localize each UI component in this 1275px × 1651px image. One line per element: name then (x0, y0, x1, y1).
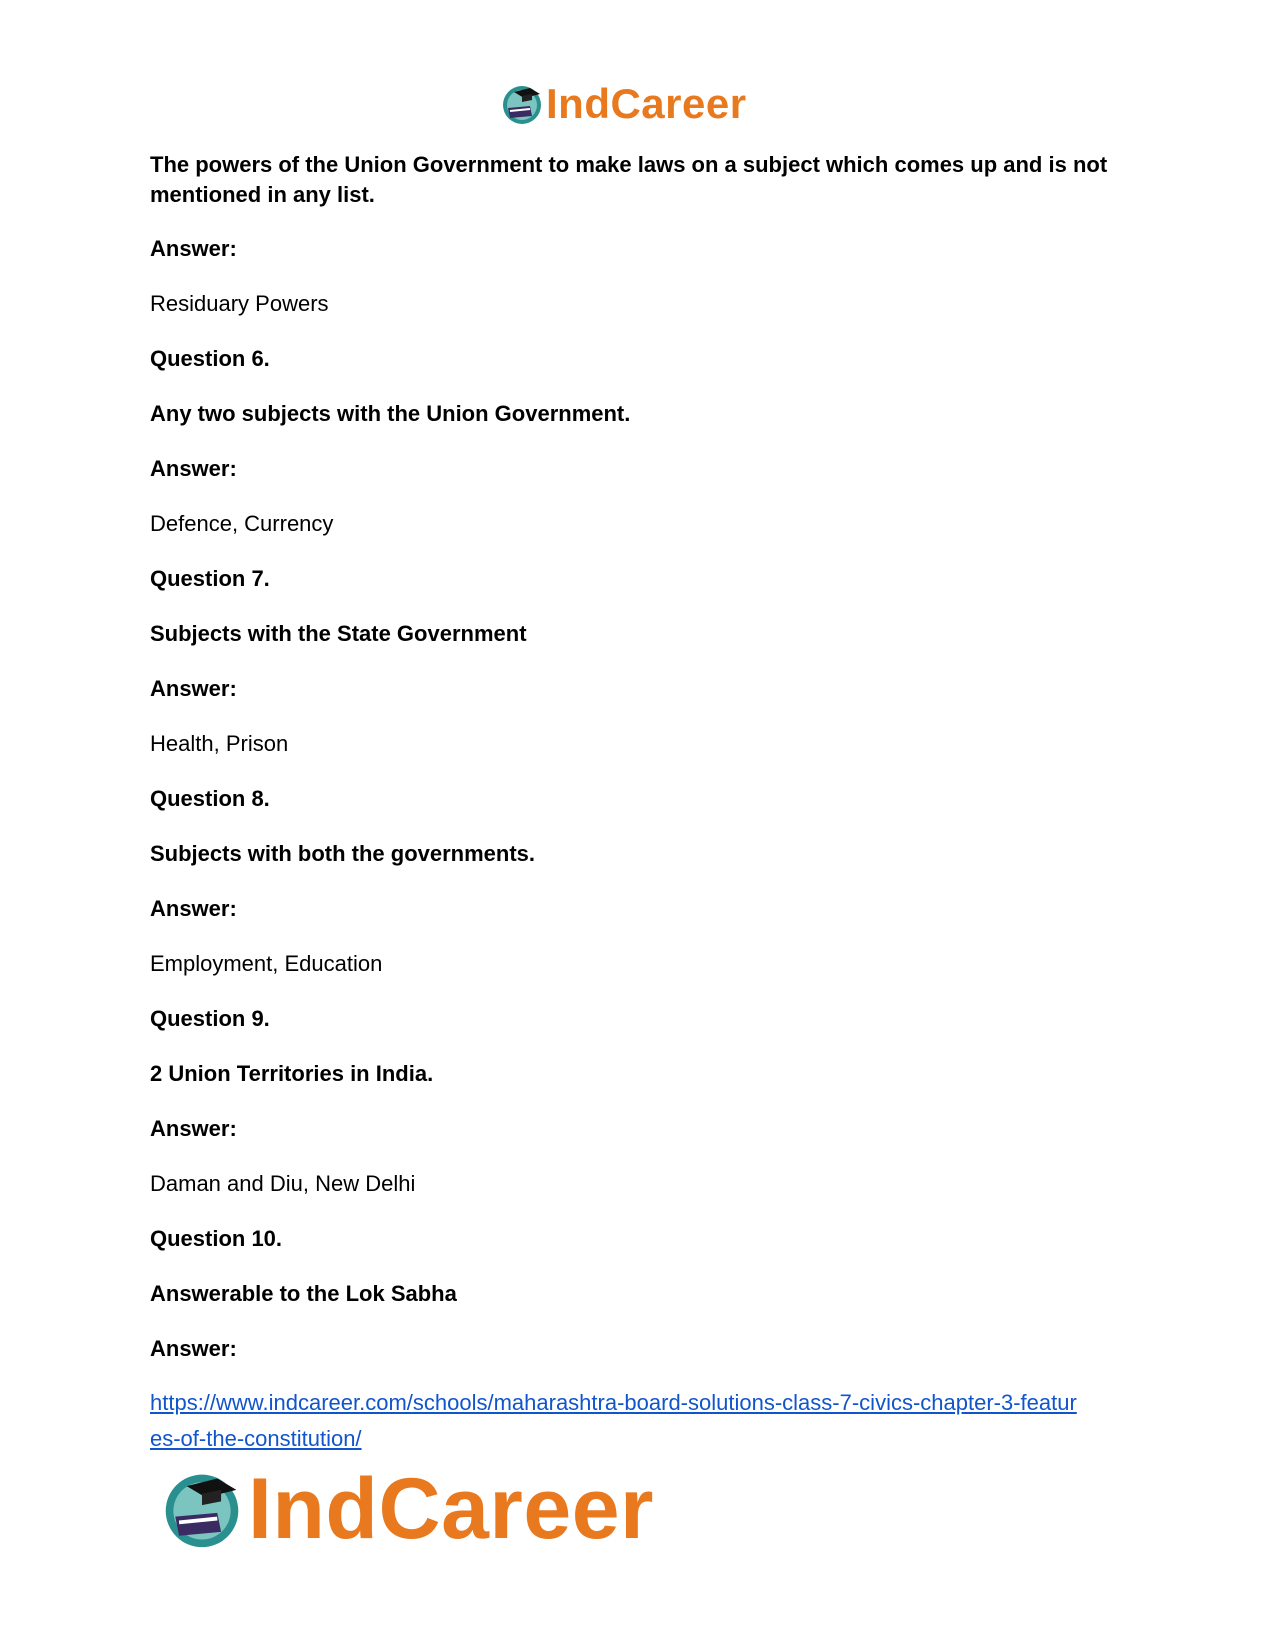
question: 2 Union Territories in India. (150, 1061, 434, 1086)
question: Answerable to the Lok Sabha (150, 1281, 457, 1306)
answer-label: Answer: (150, 236, 237, 261)
question: Subjects with both the governments. (150, 841, 536, 866)
question: Any two subjects with the Union Government. (150, 401, 631, 426)
indcareer-logo-bottom (160, 1460, 654, 1557)
answer: Residuary Powers (150, 291, 329, 316)
answer-label: Answer: (150, 676, 237, 701)
question-number: Question 9. (150, 1006, 270, 1031)
source-link-line2: es-of-the-constitution/ (150, 1426, 362, 1451)
answer: Daman and Diu, New Delhi (150, 1171, 416, 1196)
intro-question: The powers of the Union Government to make laws on a subject which comes up and is not mentioned in any list. (150, 152, 1108, 207)
answer: Health, Prison (150, 731, 289, 756)
indcareer-logo-top (500, 80, 747, 128)
answer: Defence, Currency (150, 511, 334, 536)
source-link[interactable] (150, 1385, 1125, 1457)
question: Subjects with the State Government (150, 621, 527, 646)
source-link-line1: https://www.indcareer.com/schools/maharashtra-board-solutions-class-7-civics-chapter-3-featur (150, 1390, 1077, 1415)
question-number: Question 10. (150, 1226, 283, 1251)
answer-label: Answer: (150, 456, 237, 481)
logo-wordmark: IndCareer (546, 80, 747, 127)
question-number: Question 7. (150, 566, 270, 591)
graduation-cap-globe-icon (500, 82, 544, 126)
answer: Employment, Education (150, 951, 383, 976)
question-number: Question 8. (150, 786, 270, 811)
logo-wordmark: IndCareer (248, 1460, 654, 1557)
answer-label: Answer: (150, 1116, 237, 1141)
document-body (150, 150, 1125, 1457)
qa-list (150, 234, 1125, 1364)
answer-label: Answer: (150, 1336, 237, 1361)
answer-label: Answer: (150, 896, 237, 921)
graduation-cap-globe-icon (160, 1467, 244, 1551)
question-number: Question 6. (150, 346, 270, 371)
